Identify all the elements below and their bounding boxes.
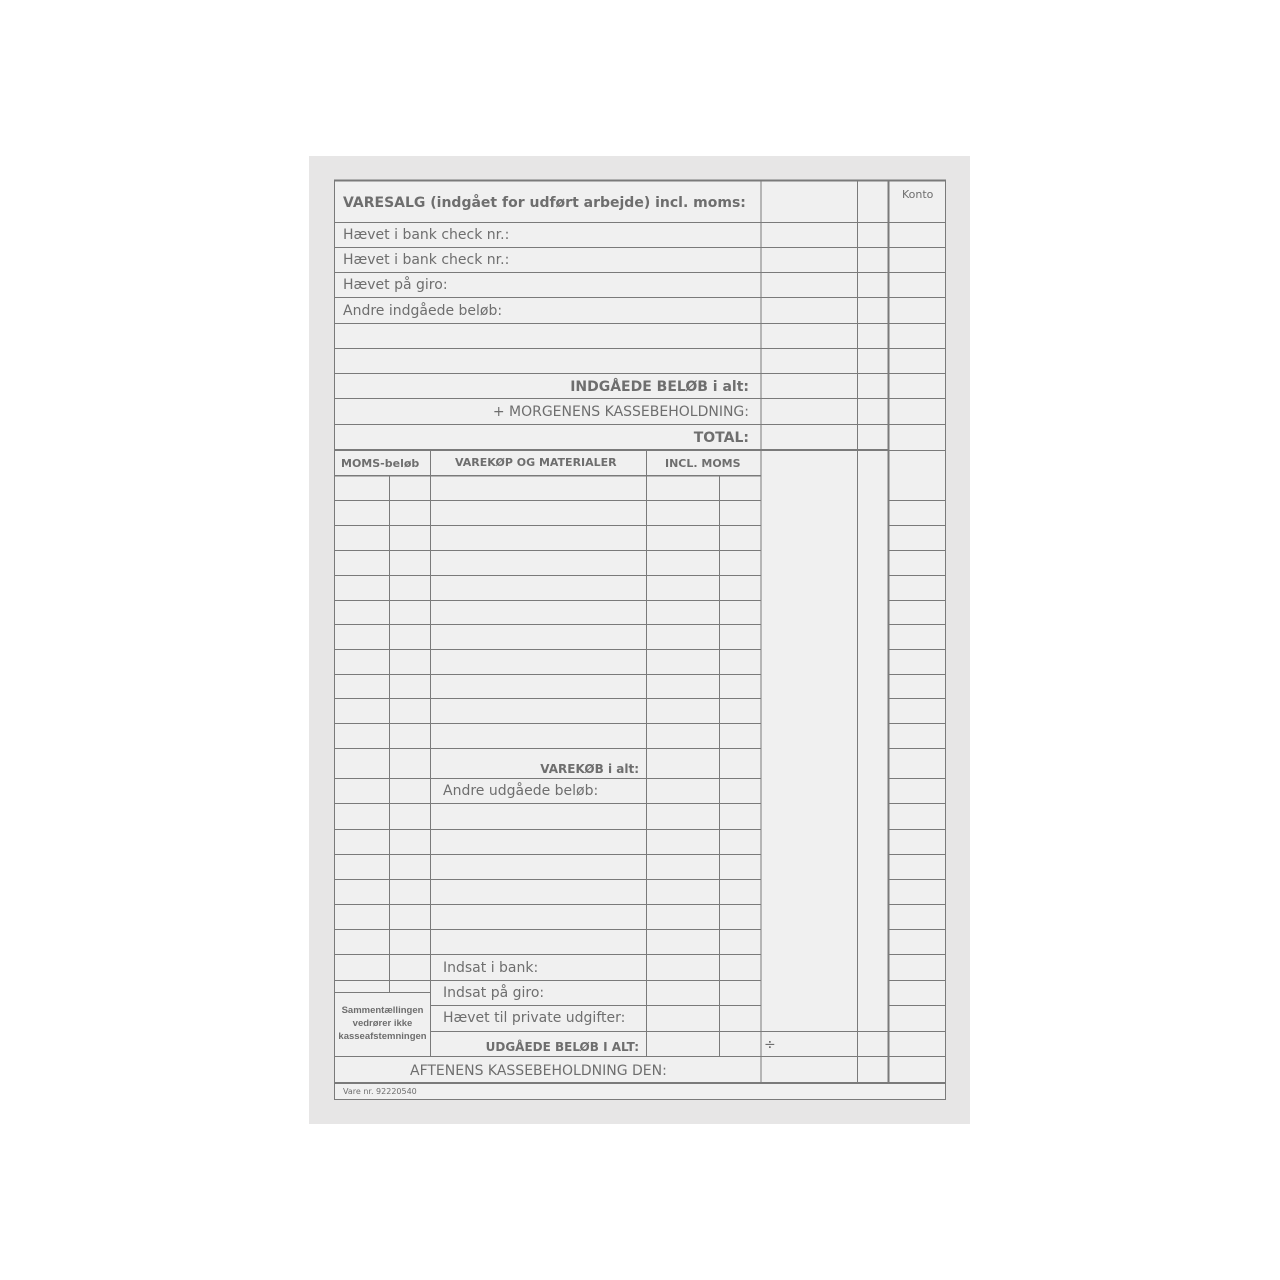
income-total-label: INDGÅEDE BELØB i alt:: [570, 379, 749, 395]
total-label: TOTAL:: [693, 430, 749, 446]
income-row-label: Hævet på giro:: [343, 277, 448, 293]
incl-moms-column-header: INCL. MOMS: [665, 457, 741, 470]
purchases-total-label: VAREKØB i alt:: [540, 762, 639, 776]
private-expenses-label: Hævet til private udgifter:: [443, 1010, 626, 1026]
konto-label: Konto: [902, 188, 934, 201]
expenses-total-label: UDGÅEDE BELØB I ALT:: [485, 1040, 639, 1054]
morning-balance-label: + MORGENENS KASSEBEHOLDNING:: [492, 404, 749, 420]
other-expenses-label: Andre udgåede beløb:: [443, 783, 599, 799]
income-row-label: Hævet i bank check nr.:: [343, 252, 510, 268]
evening-balance-label: AFTENENS KASSEBEHOLDNING DEN:: [410, 1063, 667, 1079]
side-note: Sammentællingen vedrører ikke kasseafstemningen: [338, 1005, 427, 1042]
sales-title: VARESALG (indgået for udført arbejde) incl. moms:: [343, 195, 746, 211]
item-number: Vare nr. 92220540: [343, 1087, 417, 1096]
bank-deposit-label: Indsat i bank:: [443, 960, 539, 976]
income-row-label: Hævet i bank check nr.:: [343, 227, 510, 243]
purchases-column-header: VAREKØP OG MATERIALER: [455, 456, 617, 469]
moms-column-header: MOMS-beløb: [341, 457, 420, 470]
minus-sign: ÷: [764, 1037, 776, 1053]
income-row-label: Andre indgåede beløb:: [343, 303, 503, 319]
giro-deposit-label: Indsat på giro:: [443, 985, 545, 1001]
